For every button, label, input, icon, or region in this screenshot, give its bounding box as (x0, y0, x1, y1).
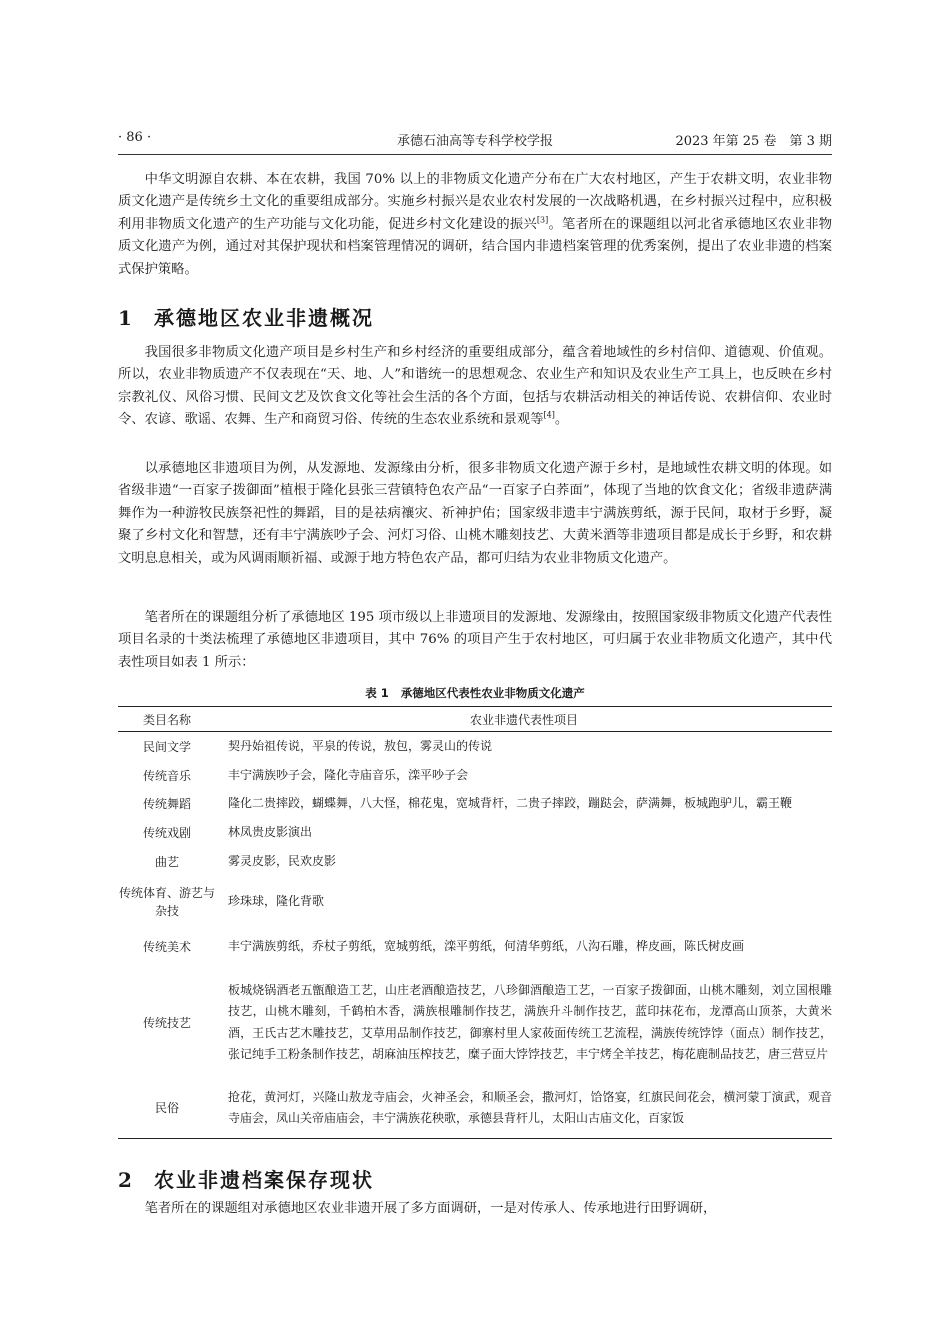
citation-3[interactable]: [3] (536, 215, 549, 225)
section-2-title: 农业非遗档案保存现状 (154, 1168, 374, 1192)
row-items: 丰宁满族剪纸，乔杖子剪纸，宽城剪纸，滦平剪纸，何清华剪纸，八沟石雕，桦皮画，陈氏树皮画 (228, 938, 745, 953)
table-header-row (118, 707, 832, 732)
table-1-caption (118, 685, 832, 701)
table-row (118, 790, 832, 819)
intro-text: 中华文明源自农耕、本在农耕，我国 70% 以上的非物质文化遗产分布在广大农村地区，产生于农耕文明，农业非物质文化遗产是传统乡土文化的重要组成部分。实施乡村振兴是农业农村发展的一次战略机遇，在乡村振兴过程中，应积极利用非物质文化遗产的生产功能与文化功能，促进乡村文化建设的振兴 (118, 172, 832, 232)
row-items: 珍珠球，隆化背歌 (228, 893, 325, 908)
table-row (118, 927, 832, 967)
intro-paragraph (118, 169, 832, 281)
section-1-paragraph-2: 以承德地区非遗项目为例，从发源地、发源缘由分析，很多非物质文化遗产源于乡村，是地域性农耕文明的体现。如省级非遗“一百家子拨御面”植根于隆化县张三营镇特色农产品“一百家子白荞面”，体现了当地的饮食文化；省级非遗萨满舞作为一种游牧民族祭祀性的舞蹈，目的是祛病禳灾、祈神护佑；国家级非遗丰宁满族剪纸，源于民间，取材于乡野，凝聚了乡村文化和智慧，还有丰宁满族吵子会、河灯习俗、山桃木雕刻技艺、大黄米酒等非遗项目都是成长于乡野，和农耕文明息息相关，或为风调雨顺祈福、或源于地方特色农产品，都可归结为农业非物质文化遗产。 (118, 461, 832, 566)
section-2-number: 2 (118, 1168, 134, 1192)
s1p1-text: 我国很多非物质文化遗产项目是乡村生产和乡村经济的重要组成部分，蕴含着地域性的乡村信仰、道德观、价值观。所以，农业非物质遗产不仅表现在“天、地、人”和谐统一的思想观念、农业生产和知识及农业生产工具上，也反映在乡村宗教礼仪、风俗习惯、民间文艺及饮食文化等社会生活的各个方面，包括与农耕活动相关的神话传说、农耕信仰、农业时令、农谚、歌谣、农舞、生产和商贸习俗、传统的生态农业系统和景观等 (118, 345, 832, 428)
issue-info: 2023 年第 25 卷 第 3 期 (675, 134, 832, 149)
running-header (118, 130, 832, 150)
section-1-heading (118, 302, 832, 331)
s1p1-end: 。 (554, 412, 569, 428)
row-items: 抢花，黄河灯，兴隆山敖龙寺庙会，火神圣会，和顺圣会，撒河灯，饸饹宴，红旗民间花会，横河蒙丁演武，观音寺庙会，凤山关帝庙庙会，丰宁满族花秧歌，承德县背杆儿，太阳山古庙文化，百家饭 (216, 1079, 832, 1139)
section-2-paragraph-1: 笔者所在的课题组对承德地区农业非遗开展了多方面调研，一是对传承人、传承地进行田野调研， (144, 1201, 717, 1216)
intro-text-end: 。笔者所在的课题组以河北省承德地区农业非物质文化遗产为例，通过对其保护现状和档案管理情况的调研，结合国内非遗档案管理的优秀案例，提出了农业非遗的档案式保护策略。 (118, 216, 832, 277)
row-items: 板城烧锅酒老五甑酿造工艺，山庄老酒酿造技艺，八珍御酒酿造工艺，一百家子拨御面，山桃木雕刻，刘立国根雕技艺，山桃木雕刻，千鹤柏木香，满族根雕制作技艺，满族升斗制作技艺，蓝印抹花布，龙潭高山顶茶，大黄米酒，王氏古艺木雕技艺，艾草用品制作技艺，御寨村里人家莜面传统工艺流程，满族传统饽饽（面点）制作技艺，张记纯手工粉条制作技艺，胡麻油压榨技艺，糜子面大饽饽技艺，丰宁烤全羊技艺，梅花鹿制品技艺，唐三营豆片 (228, 982, 832, 1061)
table-row (118, 819, 832, 847)
table-1-number: 表 1 (365, 686, 389, 700)
citation-4[interactable]: [4] (543, 410, 555, 420)
table-row (118, 762, 832, 790)
table-row (118, 732, 832, 762)
row-category: 曲艺 (154, 854, 179, 869)
row-category: 传统技艺 (142, 1015, 191, 1030)
header-category: 类目名称 (118, 707, 216, 732)
row-category: 传统美术 (142, 939, 191, 954)
section-2-heading (118, 1164, 832, 1193)
row-category: 传统戏剧 (142, 825, 191, 840)
table-1-title: 承德地区代表性农业非物质文化遗产 (400, 686, 585, 700)
table-row (118, 877, 832, 927)
row-items: 林凤贵皮影演出 (228, 824, 313, 839)
row-category: 传统音乐 (142, 768, 191, 783)
row-items: 丰宁满族吵子会，隆化寺庙音乐，滦平吵子会 (228, 767, 469, 782)
header-items: 农业非遗代表性项目 (216, 707, 832, 732)
row-items: 雾灵皮影，民欢皮影 (228, 853, 337, 868)
table-row (118, 967, 832, 1079)
table-1 (118, 706, 832, 1139)
page-number: · 86 · (118, 130, 152, 145)
section-1-title: 承德地区农业非遗概况 (154, 306, 374, 330)
row-category: 传统舞蹈 (142, 797, 191, 811)
row-items: 隆化二贵摔跤，蝴蝶舞，八大怪，棉花鬼，宽城背杆，二贵子摔跤，蹦跶会，萨满舞，板城跑驴儿，霸王鞭 (228, 796, 793, 811)
row-category: 民间文学 (142, 739, 191, 754)
table-row (118, 847, 832, 877)
journal-name: 承德石油高等专科学校学报 (396, 134, 553, 149)
table-row (118, 1079, 832, 1139)
row-category: 传统体育、游艺与杂技 (118, 885, 215, 918)
row-category: 民俗 (118, 1079, 216, 1139)
section-1-paragraph-3: 笔者所在的课题组分析了承德地区 195 项市级以上非遗项目的发源地、发源缘由，按照国家级非物质文化遗产代表性项目名录的十类法梳理了承德地区非遗项目，其中 76% 的项目产生于农村地区，可归属于农业非物质文化遗产，其中代表性项目如表 1 所示： (118, 610, 832, 670)
row-items: 契丹始祖传说，平泉的传说，敖包，雾灵山的传说 (228, 739, 493, 754)
header-rule (118, 154, 832, 155)
section-1-number: 1 (118, 306, 134, 330)
section-1-paragraph-1 (118, 342, 832, 432)
